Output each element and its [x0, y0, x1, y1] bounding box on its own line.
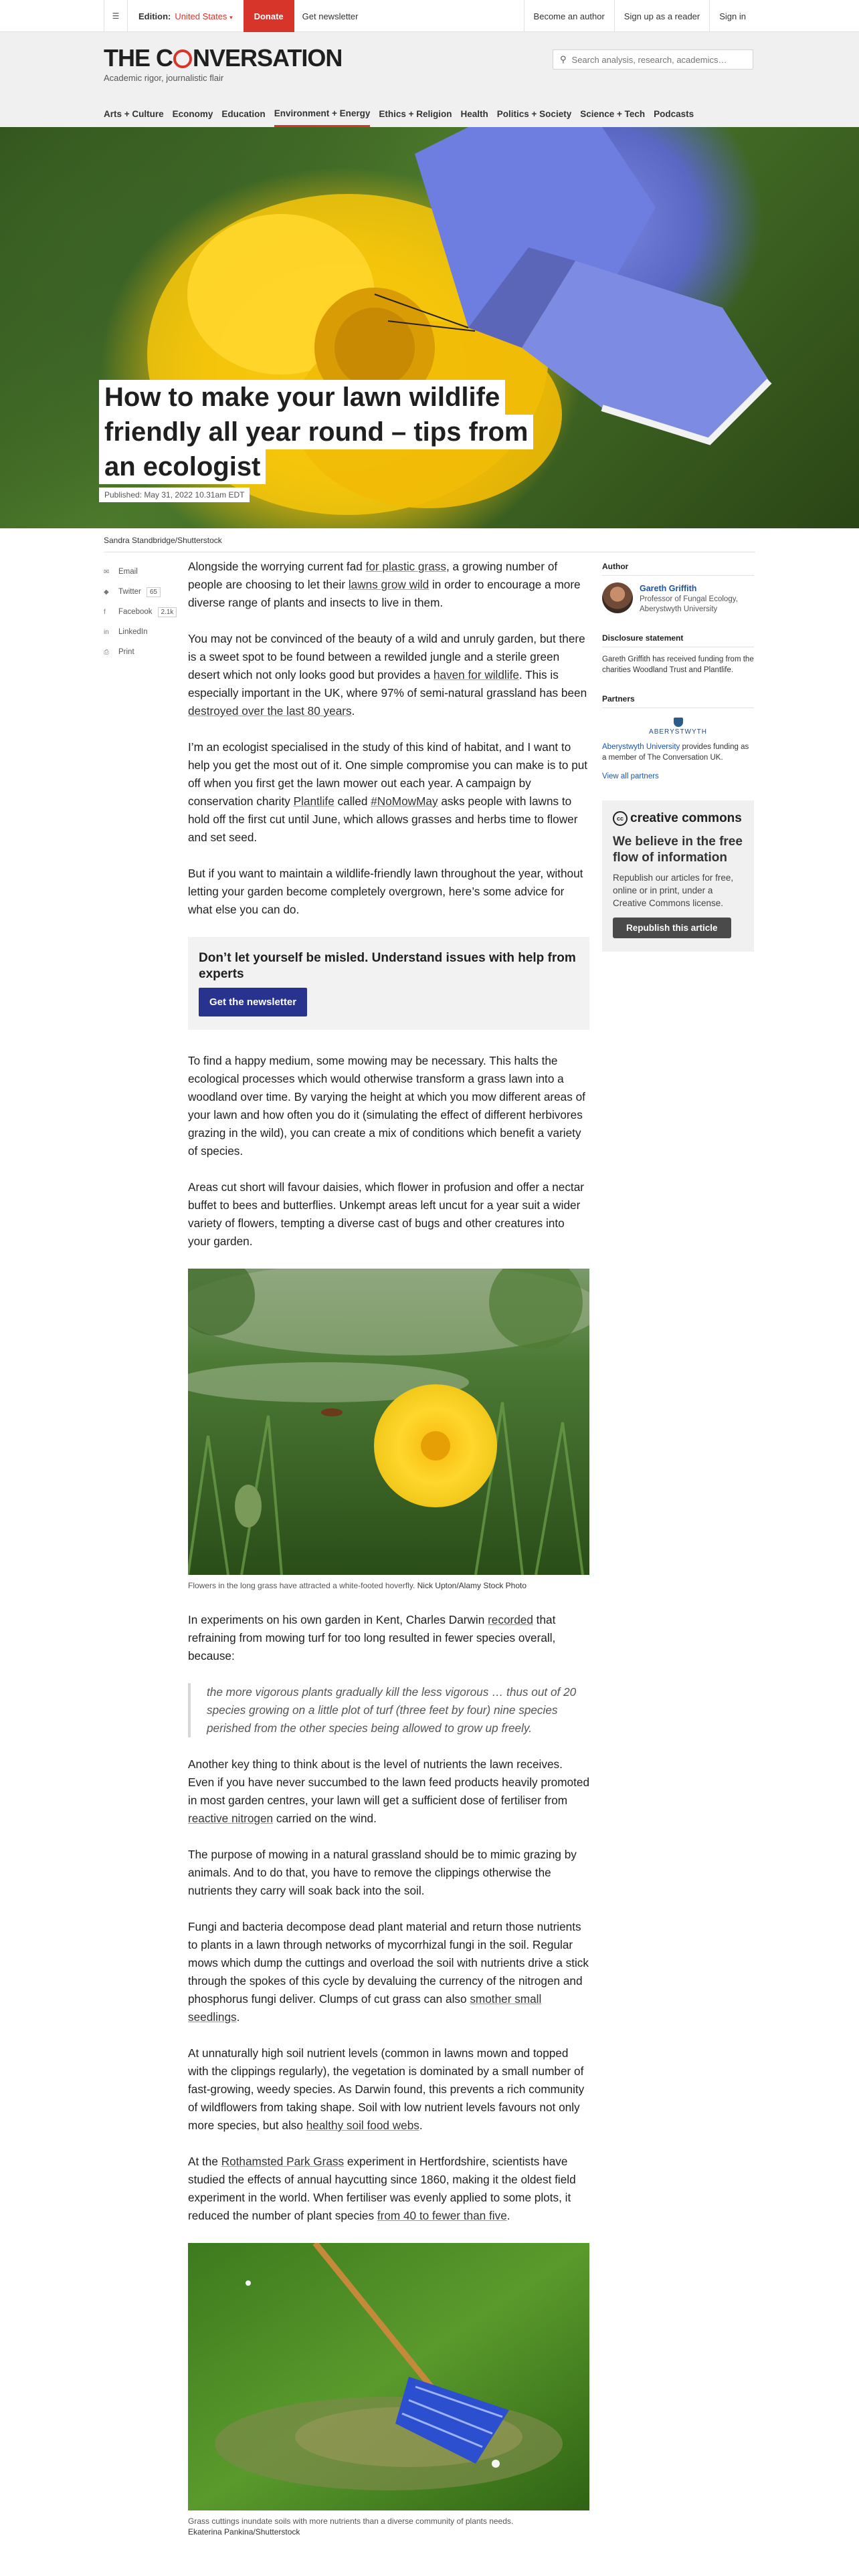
link-destroyed[interactable]: destroyed over the last 80 years: [188, 704, 352, 718]
rake-photo[interactable]: [188, 2243, 589, 2510]
newsletter-promo: [188, 937, 589, 1030]
author-heading: Author: [602, 562, 754, 576]
paragraph: But if you want to maintain a wildlife-friendly lawn throughout the year, without letting your garden become completely overgrown, here’s some advice for what else you can do.: [188, 867, 583, 916]
link-smother-seedlings[interactable]: smother small seedlings: [188, 1992, 542, 2024]
partner-logo[interactable]: [635, 715, 722, 738]
figure-rake: [188, 2243, 589, 2537]
nav-science-tech[interactable]: Science + Tech: [580, 109, 646, 119]
dandelion-photo[interactable]: [188, 1269, 589, 1575]
donate-button[interactable]: Donate: [244, 0, 294, 32]
share-email[interactable]: [104, 562, 184, 582]
article-body: [188, 558, 589, 2557]
link-from-40[interactable]: from 40 to fewer than five: [377, 2209, 507, 2222]
figure-caption: Grass cuttings inundate soils with more nutrients than a diverse community of plants needs. Ekaterina Pankina/Shutterstock: [188, 2516, 514, 2537]
facebook-count: 2.1k: [158, 607, 177, 617]
share-facebook-label: Facebook: [118, 608, 153, 616]
logo-text-pre: THE C: [104, 44, 173, 72]
logo-text-post: NVERSATION: [193, 44, 343, 72]
nav-ethics-religion[interactable]: Ethics + Religion: [379, 109, 452, 119]
chevron-down-icon: ▾: [229, 13, 233, 21]
get-newsletter-link[interactable]: Get newsletter: [302, 11, 359, 21]
link-healthy-soil[interactable]: healthy soil food webs: [306, 2119, 419, 2132]
section-nav: [104, 101, 702, 127]
paragraph: To find a happy medium, some mowing may be necessary. This halts the ecological processes which would otherwise transform a grass lawn into a woodland over time. By varying the height at which you mow different areas of your lawn and how often you do it (simulating the effect of different herbivores grazing in the wild), you can create a mix of conditions which benefit a variety of species.: [188, 1054, 585, 1158]
paragraph: At unnaturally high soil nutrient levels (common in lawns mown and topped with the clippings regularly), the vegetation is dominated by a small number of fast-growing, weedy species. As Darwin found, this prevents a rich community of wildflowers from taking shape. Soil with low nutrient levels favours not only more species, but also healthy soil food webs.: [188, 2046, 585, 2132]
avatar: [602, 582, 633, 613]
hero-credit: Sandra Standbridge/Shutterstock: [104, 528, 755, 552]
logo-o-icon: [173, 49, 192, 68]
share-twitter-label: Twitter: [118, 588, 141, 596]
link-nomowmay[interactable]: #NoMowMay: [371, 794, 438, 808]
top-utility-bar: [0, 0, 859, 32]
menu-icon[interactable]: ☰: [104, 0, 128, 32]
crest-icon: [674, 718, 683, 727]
view-partners-link[interactable]: View all partners: [602, 772, 659, 780]
twitter-count: 65: [147, 587, 161, 597]
share-print[interactable]: [104, 642, 184, 662]
paragraph: The purpose of mowing in a natural grassland should be to mimic grazing by animals. And to do that, you have to remove the clippings otherwise the nutrients they carry will soak back into the soil.: [188, 1848, 577, 1897]
paragraph: I’m an ecologist specialised in the study of this kind of habitat, and I want to help you get the most out of it. One simple compromise you can make is to put off when you first get the lawn mower out each year. A campaign by conservation charity Plantlife called #NoMowMay asks people with lawns to hold off the first cut until June, which allows grasses and herbs time to flower and set seed.: [188, 740, 588, 844]
share-facebook[interactable]: [104, 602, 184, 622]
paragraph: At the Rothamsted Park Grass experiment in Hertfordshire, scientists have studied the effects of annual haycutting since 1860, making it the oldest field experiment in the world. When fertiliser was evenly applied to some plots, it reduced the number of plant species from 40 to fewer than five.: [188, 2155, 576, 2222]
figure-credit: Nick Upton/Alamy Stock Photo: [417, 1581, 527, 1590]
partner-link[interactable]: Aberystwyth University: [602, 743, 680, 751]
cc-logo-text: creative commons: [630, 811, 742, 825]
newsletter-button[interactable]: Get the newsletter: [199, 988, 307, 1016]
paragraph: Areas cut short will favour daisies, which flower in profusion and offer a nectar buffet to bees and butterflies. Unkempt areas left uncut for a year suit a wider variety of flowers, tempting a diverse cast of bugs and other creatures into your garden.: [188, 1180, 584, 1248]
cc-icon: cc: [613, 811, 628, 826]
figure-credit: Ekaterina Pankina/Shutterstock: [188, 2527, 300, 2537]
facebook-icon: f: [104, 608, 106, 616]
edition-value[interactable]: United States: [175, 11, 227, 21]
partner-text: Aberystwyth University provides funding as a member of The Conversation UK.: [602, 743, 749, 762]
nav-health[interactable]: Health: [460, 109, 488, 119]
print-icon: ⎙: [104, 648, 109, 656]
cc-heading: We believe in the free flow of information: [613, 835, 743, 865]
figure-dandelion: [188, 1269, 589, 1591]
disclosure-heading: Disclosure statement: [602, 633, 754, 647]
edition-label: Edition:: [138, 11, 171, 21]
sign-in-link[interactable]: Sign in: [709, 0, 755, 32]
author-name[interactable]: Gareth Griffith: [640, 584, 697, 593]
cc-body: Republish our articles for free, online or in print, under a Creative Commons license.: [613, 873, 734, 908]
sign-up-link[interactable]: Sign up as a reader: [614, 0, 709, 32]
link-recorded[interactable]: recorded: [488, 1613, 533, 1626]
link-plantlife[interactable]: Plantlife: [293, 794, 335, 808]
nav-economy[interactable]: Economy: [172, 109, 213, 119]
title-line: friendly all year round – tips from: [99, 415, 533, 449]
partner-logo-text: ABERYSTWYTH: [649, 728, 707, 736]
search-icon: ⚲: [560, 54, 567, 64]
partners-heading: Partners: [602, 694, 754, 708]
link-haven-for-wildlife[interactable]: haven for wildlife: [433, 668, 519, 681]
article-title: [99, 380, 541, 484]
figure-caption: Flowers in the long grass have attracted a white-footed hoverfly. Nick Upton/Alamy Stock Photo: [188, 1581, 527, 1590]
search-box[interactable]: [553, 49, 753, 70]
sidebar: [602, 562, 754, 952]
hero-image: [0, 127, 859, 528]
link-lawns-grow-wild[interactable]: lawns grow wild: [348, 578, 430, 591]
link-reactive-nitrogen[interactable]: reactive nitrogen: [188, 1812, 274, 1825]
link-rothamsted[interactable]: Rothamsted Park Grass: [221, 2155, 345, 2168]
masthead: [0, 32, 859, 127]
share-print-label: Print: [118, 648, 134, 656]
paragraph: Alongside the worrying current fad for plastic grass, a growing number of people are choosing to let their lawns grow wild in order to encourage a more diverse range of plants and insects to live in them.: [188, 560, 581, 609]
cc-logo: [613, 811, 743, 826]
twitter-icon: ◆: [104, 588, 109, 596]
email-icon: ✉: [104, 568, 110, 576]
tagline: Academic rigor, journalistic flair: [104, 73, 224, 83]
nav-environment-energy[interactable]: Environment + Energy: [274, 101, 371, 127]
paragraph: In experiments on his own garden in Kent, Charles Darwin recorded that refraining from mowing turf for too long resulted in fewer species overall, because:: [188, 1613, 556, 1662]
nav-education[interactable]: Education: [221, 109, 266, 119]
republish-button[interactable]: Republish this article: [613, 918, 731, 938]
title-line: an ecologist: [99, 449, 266, 484]
site-logo[interactable]: [104, 44, 342, 72]
creative-commons-box: [602, 800, 754, 952]
author-card[interactable]: [602, 582, 754, 615]
nav-arts-culture[interactable]: Arts + Culture: [104, 109, 164, 119]
paragraph: Fungi and bacteria decompose dead plant material and return those nutrients to plants in a lawn through networks of mycorrhizal fungi in the soil. Regular mows which dump the cuttings and overload the soil with nutrients drive a stick through the spokes of this cycle by devaluing the currency of the nitrogen and phosphorus fungi deliver. Clumps of cut grass can also smother small seedlings.: [188, 1920, 589, 2024]
link-plastic-grass[interactable]: for plastic grass: [365, 560, 446, 573]
become-author-link[interactable]: Become an author: [524, 0, 614, 32]
linkedin-icon: in: [104, 628, 109, 636]
share-bar: [104, 562, 184, 662]
title-line: How to make your lawn wildlife: [99, 380, 505, 415]
nav-politics-society[interactable]: Politics + Society: [496, 109, 572, 119]
search-input[interactable]: [572, 55, 746, 65]
share-twitter[interactable]: [104, 582, 184, 602]
edition-selector[interactable]: [138, 11, 233, 21]
share-email-label: Email: [118, 568, 138, 576]
darwin-quote: the more vigorous plants gradually kill the less vigorous … thus out of 20 species growing on a little plot of turf (three feet by four) nine species perished from the other species being allowed to grow up freely.: [188, 1683, 589, 1737]
newsletter-promo-title: Don’t let yourself be misled. Understand issues with help from experts: [199, 951, 576, 981]
share-linkedin[interactable]: [104, 622, 184, 642]
paragraph: Another key thing to think about is the level of nutrients the lawn receives. Even if you have never succumbed to the lawn feed products heavily promoted in most garden centres, your lawn will get a sufficient dose of fertiliser from reactive nitrogen carried on the wind.: [188, 1757, 590, 1825]
disclosure-text: Gareth Griffith has received funding from the charities Woodland Trust and Plantlife.: [602, 655, 754, 674]
nav-podcasts[interactable]: Podcasts: [654, 109, 694, 119]
published-date: Published: May 31, 2022 10.31am EDT: [99, 488, 250, 502]
share-linkedin-label: LinkedIn: [118, 628, 148, 636]
author-role: Professor of Fungal Ecology, Aberystwyth University: [640, 595, 738, 613]
paragraph: You may not be convinced of the beauty of a wild and unruly garden, but there is a sweet spot to be found between a rewilded jungle and a sterile green desert which not only looks good but provides a haven for wildlife. This is especially important in the UK, where 97% of semi-natural grassland has been destroyed over the last 80 years.: [188, 632, 587, 718]
